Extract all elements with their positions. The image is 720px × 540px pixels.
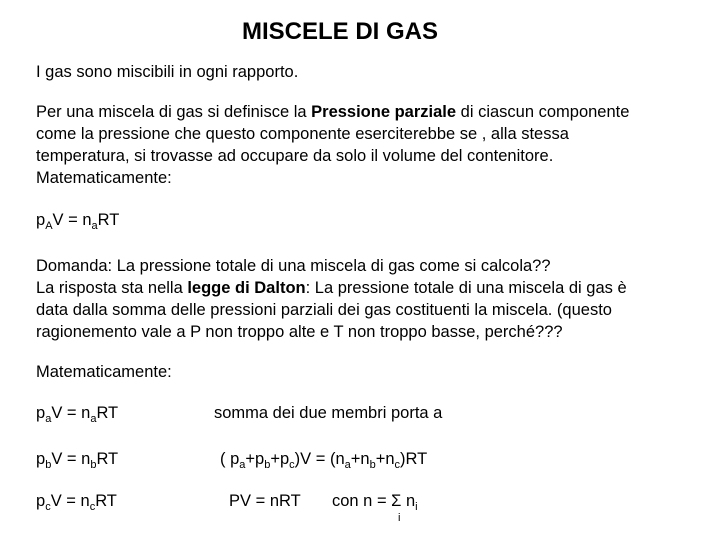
sum-note: somma dei due membri porta a [214,404,443,422]
partial-pressure-formula: $p_AV = n_aRT$ [36,211,120,232]
equation-a: $p_aV = n_aRT$ [36,404,119,425]
partial-pressure-term: Pressione parziale [311,103,457,121]
equation-b: $p_bV = n_bRT$ [36,450,119,471]
equation-c: $p_cV = n_cRT$ [36,492,117,513]
math-label: Matematicamente: [36,363,172,381]
total-moles-definition: con n = Σ $n_i$ [332,492,418,513]
intro-text: I gas sono miscibili in ogni rapporto. [36,63,299,81]
combined-equation: ( $p_a+p_b+p_c)V = (n_a+n_b+n_c)RT$ [220,450,428,471]
dalton-paragraph: Domanda: La pressione totale di una miscela di gas come si calcola?? La risposta sta nella legge di Dalton: La pressione totale di una miscela di gas è data dalla somma delle pressioni parziali dei gas costituenti la miscela. (questo ragionemento vale a P non troppo alte e T non troppo basse, perché??? [36,257,627,341]
summation-index: i [398,512,401,524]
dalton-law-term: legge di Dalton [187,279,306,297]
ideal-gas-equation: PV = nRT [229,492,301,510]
definition-paragraph: Per una miscela di gas si definisce la Pressione parziale di ciascun componente come la pressione che questo componente eserciterebbe se , alla stessa temperatura, si trovasse ad occupare da solo il volume del contenitore. Matematicamente: [36,103,630,187]
page-title: MISCELE DI GAS [241,18,439,45]
